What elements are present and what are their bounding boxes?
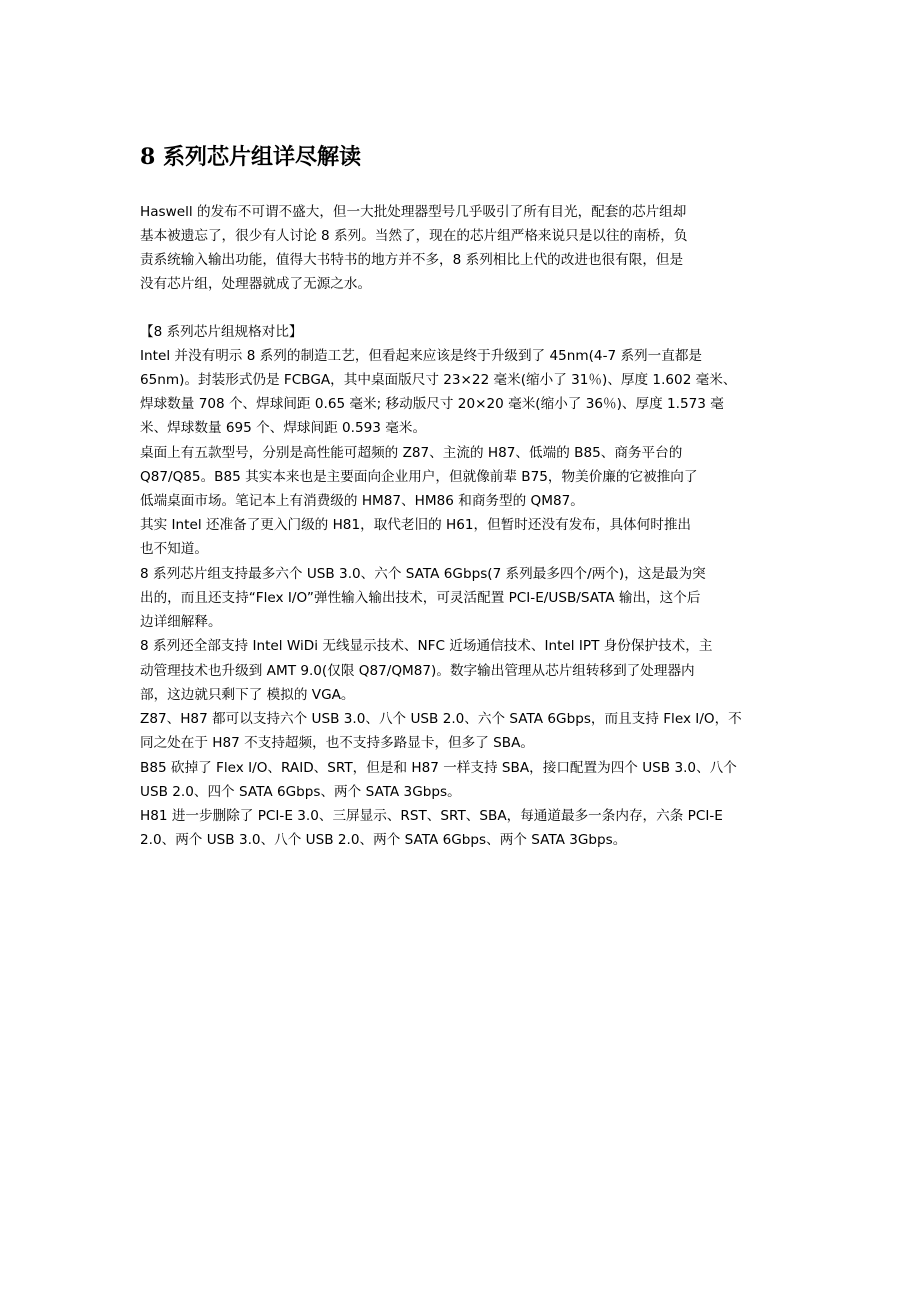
paragraph-line: 65nm)。封装形式仍是 FCBGA，其中桌面版尺寸 23×22 毫米(缩小了 31％)、厚度 1.602 毫米、 xyxy=(140,372,737,388)
document-title: 8 系列芯片组详尽解读 xyxy=(140,144,361,170)
paragraph-line: 出的，而且还支持“Flex I/O”弹性输入输出技术，可灵活配置 PCI-E/USB/SATA 输出，这个后 xyxy=(140,590,701,606)
paragraph-line: 动管理技术也升级到 AMT 9.0(仅限 Q87/QM87)。数字输出管理从芯片组转移到了处理器内 xyxy=(140,663,695,679)
paragraph-line: B85 砍掉了 Flex I/O、RAID、SRT，但是和 H87 一样支持 SBA，接口配置为四个 USB 3.0、八个 xyxy=(140,760,737,776)
paragraph-line: 8 系列还全部支持 Intel WiDi 无线显示技术、NFC 近场通信技术、Intel IPT 身份保护技术，主 xyxy=(140,638,713,654)
paragraph-line: Intel 并没有明示 8 系列的制造工艺，但看起来应该是终于升级到了 45nm(4-7 系列一直都是 xyxy=(140,348,703,364)
paragraph-line: Haswell 的发布不可谓不盛大，但一大批处理器型号几乎吸引了所有目光，配套的芯片组却 xyxy=(140,204,687,220)
paragraph-line: 米、焊球数量 695 个、焊球间距 0.593 毫米。 xyxy=(140,420,427,436)
paragraph-line: 部，这边就只剩下了 模拟的 VGA。 xyxy=(140,687,355,703)
paragraph-line: 其实 Intel 还准备了更入门级的 H81，取代老旧的 H61，但暂时还没有发布，具体何时推出 xyxy=(140,517,692,533)
paragraph-line: 边详细解释。 xyxy=(140,614,222,630)
paragraph-line: Q87/Q85。B85 其实本来也是主要面向企业用户，但就像前辈 B75，物美价廉的它被推向了 xyxy=(140,469,698,485)
paragraph-line: 低端桌面市场。笔记本上有消费级的 HM87、HM86 和商务型的 QM87。 xyxy=(140,493,584,509)
paragraph-line: 2.0、两个 USB 3.0、八个 USB 2.0、两个 SATA 6Gbps、两个 SATA 3Gbps。 xyxy=(140,832,627,848)
paragraph-line: 同之处在于 H87 不支持超频，也不支持多路显卡，但多了 SBA。 xyxy=(140,735,534,751)
paragraph-line: USB 2.0、四个 SATA 6Gbps、两个 SATA 3Gbps。 xyxy=(140,784,461,800)
paragraph-line: Z87、H87 都可以支持六个 USB 3.0、八个 USB 2.0、六个 SATA 6Gbps，而且支持 Flex I/O，不 xyxy=(140,711,742,727)
paragraph-line: 基本被遗忘了，很少有人讨论 8 系列。当然了，现在的芯片组严格来说只是以往的南桥，负 xyxy=(140,228,688,244)
paragraph-line: 也不知道。 xyxy=(140,541,208,557)
paragraph-line: 桌面上有五款型号，分别是高性能可超频的 Z87、主流的 H87、低端的 B85、商务平台的 xyxy=(140,445,683,461)
paragraph-line: 没有芯片组，处理器就成了无源之水。 xyxy=(140,276,372,292)
paragraph-line: H81 进一步删除了 PCI-E 3.0、三屏显示、RST、SRT、SBA，每通道最多一条内存，六条 PCI-E xyxy=(140,808,723,824)
section-heading: 【8 系列芯片组规格对比】 xyxy=(140,324,303,340)
paragraph-line: 8 系列芯片组支持最多六个 USB 3.0、六个 SATA 6Gbps(7 系列最多四个/两个)，这是最为突 xyxy=(140,566,706,582)
paragraph-line: 责系统输入输出功能，值得大书特书的地方并不多，8 系列相比上代的改进也很有限，但是 xyxy=(140,252,684,268)
paragraph-line: 焊球数量 708 个、焊球间距 0.65 毫米; 移动版尺寸 20×20 毫米(缩小了 36％)、厚度 1.573 毫 xyxy=(140,396,724,412)
